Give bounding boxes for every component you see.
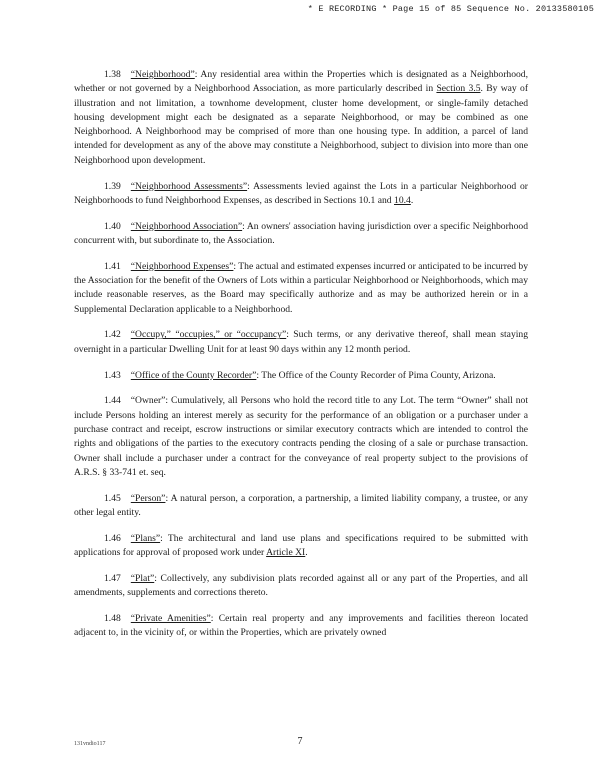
defined-term: “Owner” xyxy=(130,395,166,407)
definition-text: : The actual and estimated expenses incurred or anticipated to be incurred by the Association for the benefit of the Owners of Lots within a particular Neighborhood or Neighborhoods, which may include reasonable reserves, as the Board may specifically authorize and as may be authorized herein or in a Supplemental Declaration applicable to a Neighborhood. xyxy=(74,260,528,315)
document-id: 131vndio117 xyxy=(74,741,106,747)
definition-text: : Cumulatively, all Persons who hold the record title to any Lot. The term “Owner” shall not include Persons holding an interest merely as security for the performance of an obligation or a purchaser under a purchase contract and receipt, escrow instructions or similar executory contracts which are intended to control the rights and obligations of the parties to the executory contracts pending the closing of a sale or purchase transaction. Owner shall include a purchaser under a contract for the conveyance of real property subject to the provisions of A.R.S. § 33-741 et. seq. xyxy=(74,395,528,478)
section-number: 1.47 xyxy=(104,572,121,584)
definition-text: : The Office of the County Recorder of Pima County, Arizona. xyxy=(256,369,496,381)
section-number: 1.44 xyxy=(104,395,121,407)
section-number: 1.41 xyxy=(104,260,121,272)
defined-term: “Plans” xyxy=(130,532,161,544)
definition-paragraph xyxy=(74,68,528,168)
recording-header: * E RECORDING * Page 15 of 85 Sequence No. 20133580105 xyxy=(307,4,594,14)
definition-paragraph xyxy=(74,572,528,601)
section-number: 1.39 xyxy=(104,180,121,192)
definition-text-cont: . xyxy=(410,194,414,206)
definition-text: : An owners' association having jurisdiction over a specific Neighborhood concurrent with, but subordinate to, the Association. xyxy=(74,220,528,246)
definition-paragraph xyxy=(74,394,528,480)
definition-text-cont: . xyxy=(305,547,308,559)
section-number: 1.40 xyxy=(104,220,121,232)
defined-term: “Occupy,” “occupies,” or “occupancy” xyxy=(130,329,287,341)
defined-term: “Neighborhood Association” xyxy=(130,220,243,232)
defined-term: “Person” xyxy=(130,492,166,504)
defined-term: “Plat” xyxy=(130,572,155,584)
definition-text-cont: . By way of illustration and not limitation, a townhome development, cluster home development, or single-family detached housing development might each be designated as a separate Neighborhood, or may be combined as one Neighborhood. A Neighborhood may be comprised of more than one housing type. In addition, a parcel of land intended for development as any of the above may constitute a Neighborhood, subject to division into more than one Neighborhood upon development. xyxy=(74,83,529,166)
section-number: 1.45 xyxy=(104,492,121,504)
defined-term: “Office of the County Recorder” xyxy=(130,369,257,381)
defined-term: “Private Amenities” xyxy=(130,612,211,624)
section-number: 1.38 xyxy=(104,69,121,80)
definition-paragraph xyxy=(74,532,528,561)
section-reference-link[interactable]: Section 3.5 xyxy=(436,83,481,95)
definition-paragraph xyxy=(74,328,528,357)
page-number: 7 xyxy=(297,736,303,747)
definition-paragraph xyxy=(74,612,528,641)
article-reference-link[interactable]: Article XI xyxy=(266,547,306,559)
defined-term: “Neighborhood” xyxy=(130,69,195,80)
definition-text: : Any residential area within the Properties which is designated as a Neighborhood, whether or not governed by a Neighborhood Association, as more particularly described in xyxy=(74,69,528,95)
definition-paragraph xyxy=(74,492,528,521)
definition-paragraph xyxy=(74,369,528,383)
section-number: 1.46 xyxy=(104,532,121,544)
document-body xyxy=(74,68,528,652)
definition-paragraph xyxy=(74,260,528,317)
definition-text: : A natural person, a corporation, a partnership, a limited liability company, a trustee, or any other legal entity. xyxy=(74,492,528,518)
definition-paragraph xyxy=(74,180,528,209)
definition-text: : The architectural and land use plans and specifications required to be submitted with applications for approval of proposed work under xyxy=(74,532,528,559)
section-number: 1.48 xyxy=(104,612,121,624)
definition-paragraph xyxy=(74,220,528,249)
defined-term: “Neighborhood Assessments” xyxy=(130,180,248,192)
definition-text: : Collectively, any subdivision plats recorded against all or any part of the Properties, and all amendments, supplements and corrections thereto. xyxy=(74,572,528,599)
defined-term: “Neighborhood Expenses” xyxy=(130,260,234,272)
definition-text: : Certain real property and any improvements and facilities thereon located adjacent to, in the vicinity of, or within the Properties, which are privately owned xyxy=(74,612,528,639)
section-reference-link[interactable]: 10.4 xyxy=(394,194,411,206)
section-number: 1.43 xyxy=(104,369,121,381)
definition-text: : Such terms, or any derivative thereof, shall mean staying overnight in a particular Dwelling Unit for at least 90 days within any 12 month period. xyxy=(74,329,528,355)
section-number: 1.42 xyxy=(104,329,121,341)
definition-text: : Assessments levied against the Lots in a particular Neighborhood or Neighborhoods to fund Neighborhood Expenses, as described in Sections 10.1 and xyxy=(74,180,529,206)
